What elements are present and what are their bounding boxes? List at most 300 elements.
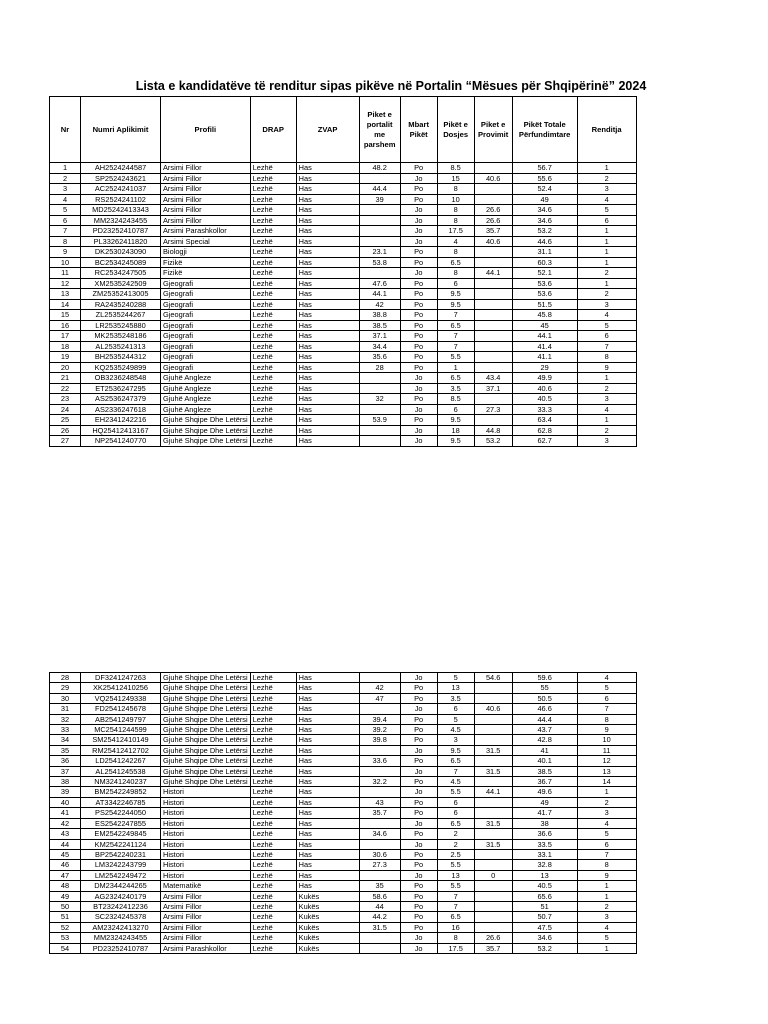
cell-nr: 11: [50, 268, 81, 279]
cell-ranking: 2: [577, 289, 636, 300]
cell-drap: Lezhë: [250, 415, 296, 426]
cell-application-number: LR2535245880: [81, 320, 161, 331]
cell-exam-points: 35.7: [474, 943, 512, 953]
cell-file-points: 6.5: [437, 818, 474, 828]
cell-drap: Lezhë: [250, 331, 296, 342]
cell-drap: Lezhë: [250, 352, 296, 363]
cell-file-points: 9.5: [437, 299, 474, 310]
cell-zvap: Has: [296, 236, 359, 247]
cell-total-points: 40.6: [512, 383, 577, 394]
cell-profile: Gjuhë Shqipe Dhe Letërsi: [161, 745, 251, 755]
table-row: [50, 922, 637, 932]
cell-zvap: Has: [296, 289, 359, 300]
table-row: [50, 829, 637, 839]
cell-total-points: 53.2: [512, 226, 577, 237]
cell-application-number: DK2530243090: [81, 247, 161, 258]
cell-nr: 12: [50, 278, 81, 289]
cell-ranking: 1: [577, 163, 636, 174]
cell-nr: 27: [50, 436, 81, 447]
cell-portal-points: 43: [359, 797, 400, 807]
cell-carry-points: Jo: [400, 205, 437, 216]
cell-file-points: 6: [437, 404, 474, 415]
candidates-table-page-2: [49, 672, 637, 954]
cell-zvap: Has: [296, 745, 359, 755]
cell-file-points: 7: [437, 341, 474, 352]
cell-exam-points: [474, 922, 512, 932]
cell-ranking: 5: [577, 320, 636, 331]
cell-zvap: Kukës: [296, 901, 359, 911]
cell-application-number: AS2536247379: [81, 394, 161, 405]
cell-total-points: 29: [512, 362, 577, 373]
cell-total-points: 55: [512, 683, 577, 693]
cell-portal-points: 53.8: [359, 257, 400, 268]
table-row: [50, 777, 637, 787]
cell-carry-points: Po: [400, 860, 437, 870]
cell-total-points: 38: [512, 818, 577, 828]
cell-application-number: PD23252410787: [81, 943, 161, 953]
cell-application-number: SC2324245378: [81, 912, 161, 922]
cell-total-points: 65.6: [512, 891, 577, 901]
cell-total-points: 34.6: [512, 205, 577, 216]
cell-total-points: 55.6: [512, 173, 577, 184]
cell-profile: Matematikë: [161, 881, 251, 891]
cell-file-points: 8: [437, 184, 474, 195]
cell-application-number: AM23242413270: [81, 922, 161, 932]
cell-profile: Arsimi Fillor: [161, 194, 251, 205]
cell-profile: Gjuhë Angleze: [161, 383, 251, 394]
cell-zvap: Kukës: [296, 922, 359, 932]
cell-portal-points: 44.2: [359, 912, 400, 922]
cell-file-points: 7: [437, 310, 474, 321]
table-row: [50, 394, 637, 405]
cell-exam-points: 40.6: [474, 173, 512, 184]
cell-carry-points: Jo: [400, 787, 437, 797]
cell-total-points: 60.3: [512, 257, 577, 268]
cell-file-points: 7: [437, 901, 474, 911]
cell-carry-points: Jo: [400, 236, 437, 247]
cell-exam-points: [474, 310, 512, 321]
cell-nr: 50: [50, 901, 81, 911]
table-row: [50, 808, 637, 818]
cell-exam-points: 31.5: [474, 818, 512, 828]
table-row: [50, 425, 637, 436]
cell-portal-points: [359, 226, 400, 237]
cell-application-number: PS2542244050: [81, 808, 161, 818]
cell-nr: 34: [50, 735, 81, 745]
table-row: [50, 404, 637, 415]
cell-ranking: 1: [577, 257, 636, 268]
cell-application-number: PL33262411820: [81, 236, 161, 247]
cell-portal-points: 33.6: [359, 756, 400, 766]
header-total-points: Pikët Totale Përfundimtare: [512, 97, 577, 163]
cell-nr: 41: [50, 808, 81, 818]
cell-zvap: Has: [296, 310, 359, 321]
cell-ranking: 4: [577, 310, 636, 321]
cell-drap: Lezhë: [250, 745, 296, 755]
cell-drap: Lezhë: [250, 184, 296, 195]
table-row: [50, 735, 637, 745]
cell-total-points: 47.5: [512, 922, 577, 932]
cell-drap: Lezhë: [250, 373, 296, 384]
table-row: [50, 756, 637, 766]
header-drap: DRAP: [250, 97, 296, 163]
cell-ranking: 7: [577, 704, 636, 714]
cell-nr: 51: [50, 912, 81, 922]
cell-portal-points: 37.1: [359, 331, 400, 342]
cell-application-number: DF3241247263: [81, 673, 161, 683]
cell-total-points: 49.9: [512, 373, 577, 384]
header-exam-points: Piket e Provimit: [474, 97, 512, 163]
cell-drap: Lezhë: [250, 870, 296, 880]
table-row: [50, 236, 637, 247]
cell-application-number: MM2324243455: [81, 215, 161, 226]
cell-zvap: Has: [296, 436, 359, 447]
cell-drap: Lezhë: [250, 756, 296, 766]
cell-profile: Gjeografi: [161, 341, 251, 352]
header-application-number: Numri Aplikimit: [81, 97, 161, 163]
cell-portal-points: 27.3: [359, 860, 400, 870]
cell-portal-points: 38.5: [359, 320, 400, 331]
cell-profile: Arsimi Fillor: [161, 912, 251, 922]
cell-drap: Lezhë: [250, 194, 296, 205]
cell-file-points: 10: [437, 194, 474, 205]
cell-total-points: 45: [512, 320, 577, 331]
cell-total-points: 59.6: [512, 673, 577, 683]
cell-drap: Lezhë: [250, 714, 296, 724]
cell-total-points: 62.7: [512, 436, 577, 447]
table-row: [50, 891, 637, 901]
cell-nr: 49: [50, 891, 81, 901]
cell-profile: Histori: [161, 797, 251, 807]
cell-drap: Lezhë: [250, 777, 296, 787]
cell-profile: Gjuhë Angleze: [161, 373, 251, 384]
cell-profile: Gjuhë Shqipe Dhe Letërsi: [161, 704, 251, 714]
cell-nr: 39: [50, 787, 81, 797]
cell-application-number: LM2542249472: [81, 870, 161, 880]
cell-carry-points: Jo: [400, 425, 437, 436]
header-portal-points: Piket e portalit me parshem: [359, 97, 400, 163]
table-row: [50, 912, 637, 922]
cell-portal-points: 44.4: [359, 184, 400, 195]
cell-file-points: 6: [437, 797, 474, 807]
cell-profile: Gjeografi: [161, 352, 251, 363]
cell-portal-points: [359, 766, 400, 776]
table-row: [50, 278, 637, 289]
cell-application-number: BT23242412236: [81, 901, 161, 911]
cell-total-points: 44.1: [512, 331, 577, 342]
table-row: [50, 299, 637, 310]
cell-drap: Lezhë: [250, 236, 296, 247]
cell-application-number: RS2524241102: [81, 194, 161, 205]
cell-total-points: 52.1: [512, 268, 577, 279]
cell-file-points: 4.5: [437, 777, 474, 787]
cell-carry-points: Jo: [400, 943, 437, 953]
cell-nr: 7: [50, 226, 81, 237]
cell-application-number: ET2536247295: [81, 383, 161, 394]
cell-file-points: 5.5: [437, 787, 474, 797]
cell-drap: Lezhë: [250, 299, 296, 310]
cell-total-points: 52.4: [512, 184, 577, 195]
cell-ranking: 1: [577, 226, 636, 237]
cell-drap: Lezhë: [250, 673, 296, 683]
cell-nr: 3: [50, 184, 81, 195]
cell-profile: Gjuhë Shqipe Dhe Letërsi: [161, 777, 251, 787]
cell-profile: Arsimi Fillor: [161, 922, 251, 932]
cell-nr: 23: [50, 394, 81, 405]
cell-nr: 26: [50, 425, 81, 436]
cell-total-points: 62.8: [512, 425, 577, 436]
cell-carry-points: Po: [400, 257, 437, 268]
cell-profile: Histori: [161, 849, 251, 859]
cell-exam-points: [474, 891, 512, 901]
cell-portal-points: [359, 425, 400, 436]
cell-exam-points: [474, 163, 512, 174]
cell-profile: Arsimi Fillor: [161, 901, 251, 911]
cell-zvap: Has: [296, 787, 359, 797]
cell-zvap: Has: [296, 818, 359, 828]
cell-carry-points: Po: [400, 683, 437, 693]
cell-total-points: 41.1: [512, 352, 577, 363]
cell-drap: Lezhë: [250, 226, 296, 237]
cell-carry-points: Jo: [400, 839, 437, 849]
cell-total-points: 43.7: [512, 725, 577, 735]
cell-zvap: Has: [296, 226, 359, 237]
cell-total-points: 33.5: [512, 839, 577, 849]
cell-application-number: RA2435240288: [81, 299, 161, 310]
cell-total-points: 31.1: [512, 247, 577, 258]
cell-nr: 15: [50, 310, 81, 321]
header-profile: Profili: [161, 97, 251, 163]
cell-file-points: 17.5: [437, 226, 474, 237]
cell-exam-points: [474, 693, 512, 703]
cell-file-points: 3.5: [437, 693, 474, 703]
cell-portal-points: 34.6: [359, 829, 400, 839]
cell-zvap: Has: [296, 808, 359, 818]
cell-ranking: 3: [577, 184, 636, 195]
cell-portal-points: 42: [359, 683, 400, 693]
table-row: [50, 268, 637, 279]
cell-portal-points: 39.8: [359, 735, 400, 745]
cell-profile: Arsimi Fillor: [161, 173, 251, 184]
cell-total-points: 49.6: [512, 787, 577, 797]
cell-total-points: 40.5: [512, 394, 577, 405]
cell-ranking: 10: [577, 735, 636, 745]
cell-portal-points: 31.5: [359, 922, 400, 932]
cell-ranking: 13: [577, 766, 636, 776]
table-row: [50, 215, 637, 226]
cell-portal-points: 30.6: [359, 849, 400, 859]
cell-exam-points: [474, 797, 512, 807]
cell-file-points: 8: [437, 268, 474, 279]
cell-exam-points: 31.5: [474, 745, 512, 755]
cell-portal-points: 35.6: [359, 352, 400, 363]
cell-exam-points: [474, 194, 512, 205]
table-row: [50, 714, 637, 724]
cell-profile: Gjuhë Shqipe Dhe Letërsi: [161, 425, 251, 436]
cell-ranking: 3: [577, 394, 636, 405]
table-row: [50, 310, 637, 321]
cell-ranking: 4: [577, 673, 636, 683]
cell-file-points: 6: [437, 704, 474, 714]
cell-exam-points: [474, 808, 512, 818]
cell-zvap: Has: [296, 215, 359, 226]
cell-zvap: Has: [296, 725, 359, 735]
cell-carry-points: Jo: [400, 745, 437, 755]
cell-zvap: Has: [296, 735, 359, 745]
cell-application-number: LM3242243799: [81, 860, 161, 870]
cell-total-points: 53.2: [512, 943, 577, 953]
cell-file-points: 3.5: [437, 383, 474, 394]
table-row: [50, 725, 637, 735]
cell-drap: Lezhë: [250, 797, 296, 807]
cell-application-number: MK2535248186: [81, 331, 161, 342]
cell-application-number: FD2541245678: [81, 704, 161, 714]
cell-drap: Lezhë: [250, 829, 296, 839]
cell-application-number: ZL2535244267: [81, 310, 161, 321]
cell-portal-points: 35: [359, 881, 400, 891]
cell-exam-points: [474, 901, 512, 911]
header-zvap: ZVAP: [296, 97, 359, 163]
cell-file-points: 7: [437, 331, 474, 342]
cell-ranking: 2: [577, 901, 636, 911]
cell-profile: Gjuhë Shqipe Dhe Letërsi: [161, 693, 251, 703]
cell-profile: Gjuhë Shqipe Dhe Letërsi: [161, 415, 251, 426]
cell-carry-points: Po: [400, 693, 437, 703]
cell-drap: Lezhë: [250, 922, 296, 932]
cell-file-points: 4.5: [437, 725, 474, 735]
cell-carry-points: Po: [400, 247, 437, 258]
cell-carry-points: Jo: [400, 933, 437, 943]
cell-carry-points: Jo: [400, 383, 437, 394]
table-row: [50, 704, 637, 714]
header-carry-points: Mbart Pikët: [400, 97, 437, 163]
cell-zvap: Has: [296, 860, 359, 870]
cell-exam-points: [474, 278, 512, 289]
cell-exam-points: [474, 714, 512, 724]
cell-file-points: 6.5: [437, 320, 474, 331]
cell-ranking: 12: [577, 756, 636, 766]
cell-exam-points: 44.8: [474, 425, 512, 436]
cell-exam-points: [474, 257, 512, 268]
cell-profile: Fizikë: [161, 257, 251, 268]
cell-total-points: 51: [512, 901, 577, 911]
header-ranking: Renditja: [577, 97, 636, 163]
cell-exam-points: [474, 184, 512, 195]
table-row: [50, 673, 637, 683]
cell-portal-points: [359, 436, 400, 447]
cell-nr: 9: [50, 247, 81, 258]
cell-nr: 32: [50, 714, 81, 724]
cell-ranking: 1: [577, 891, 636, 901]
cell-file-points: 6.5: [437, 756, 474, 766]
cell-exam-points: 26.6: [474, 933, 512, 943]
cell-zvap: Has: [296, 839, 359, 849]
cell-total-points: 53.6: [512, 289, 577, 300]
table-row: [50, 289, 637, 300]
cell-ranking: 2: [577, 383, 636, 394]
cell-portal-points: 28: [359, 362, 400, 373]
cell-nr: 36: [50, 756, 81, 766]
cell-application-number: DM2344244265: [81, 881, 161, 891]
table-row: [50, 352, 637, 363]
table-row: [50, 415, 637, 426]
cell-exam-points: 0: [474, 870, 512, 880]
cell-profile: Gjuhë Shqipe Dhe Letërsi: [161, 673, 251, 683]
cell-profile: Biologji: [161, 247, 251, 258]
cell-carry-points: Po: [400, 735, 437, 745]
table-row: [50, 683, 637, 693]
cell-zvap: Has: [296, 766, 359, 776]
cell-zvap: Has: [296, 797, 359, 807]
cell-exam-points: [474, 331, 512, 342]
table-row: [50, 943, 637, 953]
cell-total-points: 46.6: [512, 704, 577, 714]
cell-file-points: 6: [437, 278, 474, 289]
cell-portal-points: [359, 839, 400, 849]
cell-exam-points: [474, 881, 512, 891]
cell-carry-points: Po: [400, 777, 437, 787]
table-row: [50, 933, 637, 943]
cell-nr: 19: [50, 352, 81, 363]
cell-ranking: 3: [577, 299, 636, 310]
cell-carry-points: Po: [400, 341, 437, 352]
cell-profile: Gjuhë Angleze: [161, 404, 251, 415]
cell-file-points: 8.5: [437, 163, 474, 174]
cell-ranking: 5: [577, 829, 636, 839]
cell-profile: Arsimi Fillor: [161, 933, 251, 943]
cell-nr: 31: [50, 704, 81, 714]
cell-file-points: 13: [437, 683, 474, 693]
cell-application-number: AS2336247618: [81, 404, 161, 415]
cell-file-points: 5: [437, 673, 474, 683]
cell-portal-points: 53.9: [359, 415, 400, 426]
cell-ranking: 4: [577, 818, 636, 828]
cell-exam-points: [474, 683, 512, 693]
cell-zvap: Has: [296, 383, 359, 394]
cell-portal-points: 44.1: [359, 289, 400, 300]
cell-exam-points: 27.3: [474, 404, 512, 415]
cell-ranking: 1: [577, 943, 636, 953]
cell-nr: 43: [50, 829, 81, 839]
cell-nr: 54: [50, 943, 81, 953]
cell-total-points: 33.3: [512, 404, 577, 415]
cell-zvap: Kukës: [296, 943, 359, 953]
cell-ranking: 1: [577, 247, 636, 258]
cell-zvap: Has: [296, 184, 359, 195]
cell-exam-points: [474, 299, 512, 310]
cell-carry-points: Po: [400, 362, 437, 373]
cell-ranking: 4: [577, 404, 636, 415]
cell-ranking: 4: [577, 922, 636, 932]
cell-portal-points: 39.2: [359, 725, 400, 735]
cell-zvap: Has: [296, 331, 359, 342]
cell-ranking: 1: [577, 236, 636, 247]
cell-drap: Lezhë: [250, 787, 296, 797]
cell-ranking: 8: [577, 860, 636, 870]
cell-ranking: 8: [577, 352, 636, 363]
cell-exam-points: 43.4: [474, 373, 512, 384]
cell-zvap: Has: [296, 341, 359, 352]
cell-drap: Lezhë: [250, 860, 296, 870]
cell-total-points: 36.6: [512, 829, 577, 839]
cell-profile: Gjuhë Shqipe Dhe Letërsi: [161, 725, 251, 735]
cell-drap: Lezhë: [250, 901, 296, 911]
cell-ranking: 7: [577, 341, 636, 352]
cell-file-points: 9.5: [437, 289, 474, 300]
cell-carry-points: Po: [400, 901, 437, 911]
cell-total-points: 51.5: [512, 299, 577, 310]
cell-drap: Lezhë: [250, 693, 296, 703]
